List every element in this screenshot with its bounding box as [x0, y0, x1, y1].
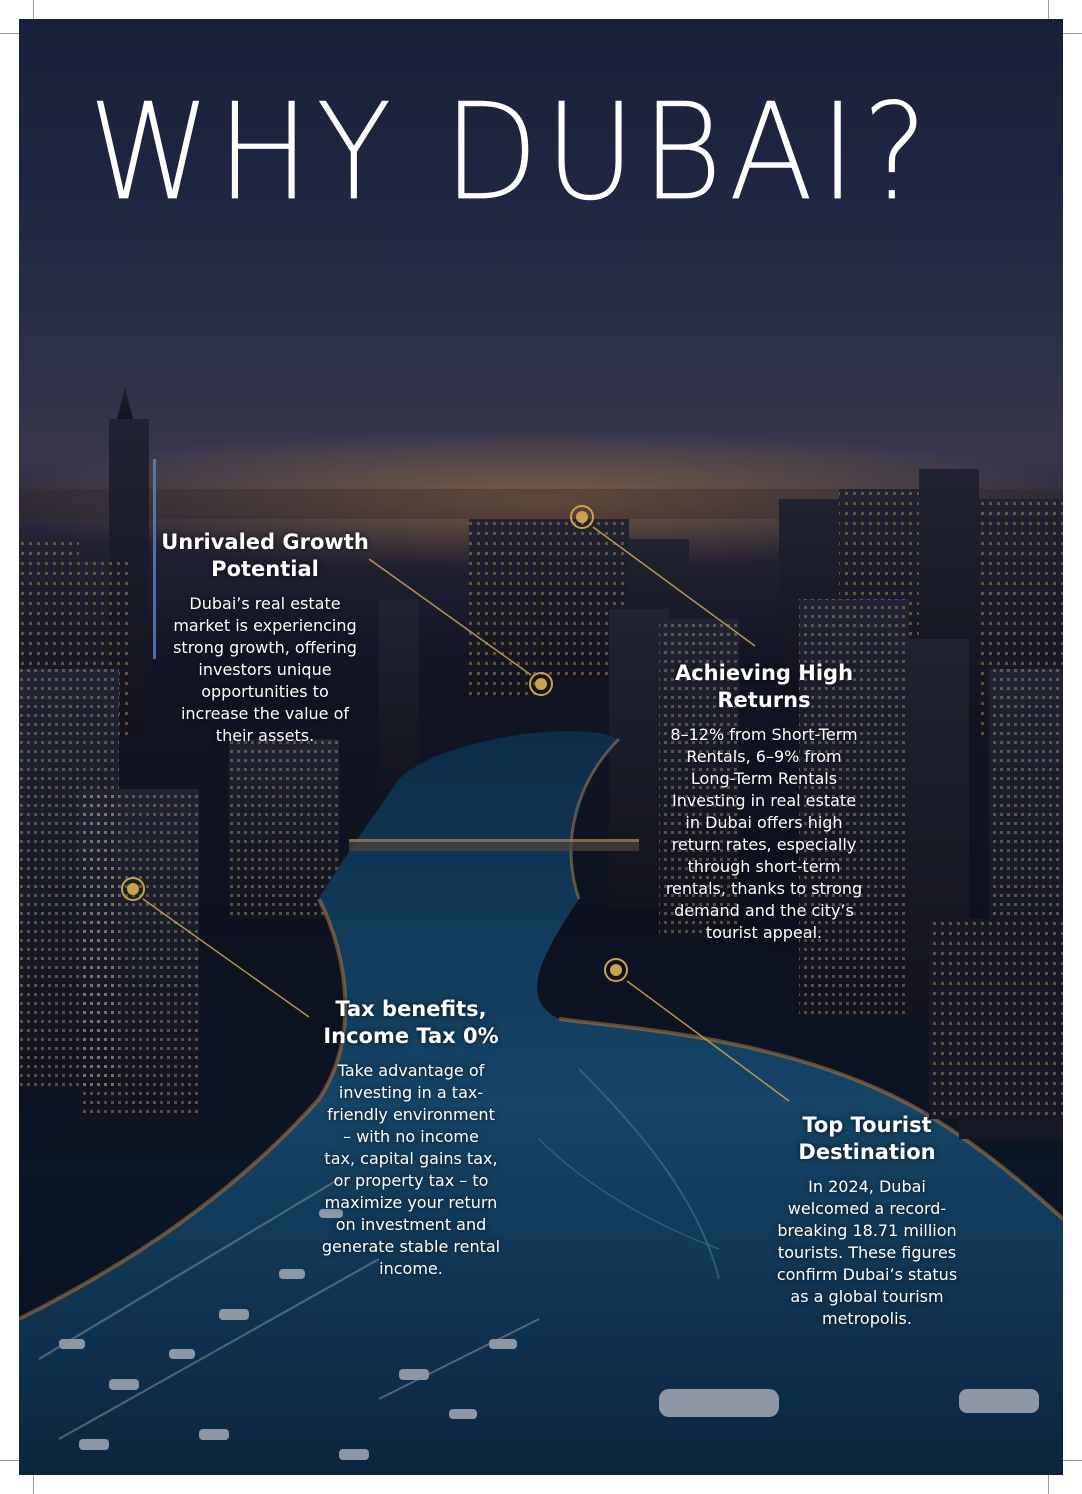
crop-mark — [1062, 1460, 1082, 1461]
section-heading: Top Tourist Destination — [798, 1113, 936, 1164]
crop-mark — [33, 1474, 34, 1494]
crop-mark — [0, 33, 20, 34]
crop-mark — [1048, 1474, 1049, 1494]
page-title: WHY DUBAI? — [88, 75, 934, 231]
section-body: Dubai’s real estate market is experiencing strong growth, offering investors unique opportunities to increase the value of their assets. — [173, 594, 357, 745]
section-growth-potential — [147, 529, 383, 747]
crop-mark — [1062, 33, 1082, 34]
section-heading: Unrivaled Growth Potential — [161, 530, 369, 581]
section-high-returns — [639, 660, 889, 944]
section-heading: Tax benefits, Income Tax 0% — [323, 997, 499, 1048]
section-heading: Achieving High Returns — [674, 661, 854, 712]
crop-mark — [0, 1460, 20, 1461]
section-body: In 2024, Dubai welcomed a record- breaking 18.71 million tourists. These figures confirm Dubai’s status as a global tourism metropolis. — [776, 1177, 958, 1328]
section-tax-benefits — [301, 996, 521, 1280]
section-body: 8–12% from Short-Term Rentals, 6–9% from Long-Term Rentals Investing in real estate in Dubai offers high return rates, especially through short-term rentals, thanks to strong demand and the city’s tourist appeal. — [665, 725, 863, 942]
section-tourist-destination — [747, 1112, 987, 1330]
poster — [19, 19, 1063, 1475]
crop-mark — [1048, 0, 1049, 20]
section-body: Take advantage of investing in a tax- friendly environment – with no income tax, capital gains tax, or property tax – to maximize your return on investment and generate stable rental income. — [321, 1061, 501, 1278]
crop-mark — [33, 0, 34, 20]
